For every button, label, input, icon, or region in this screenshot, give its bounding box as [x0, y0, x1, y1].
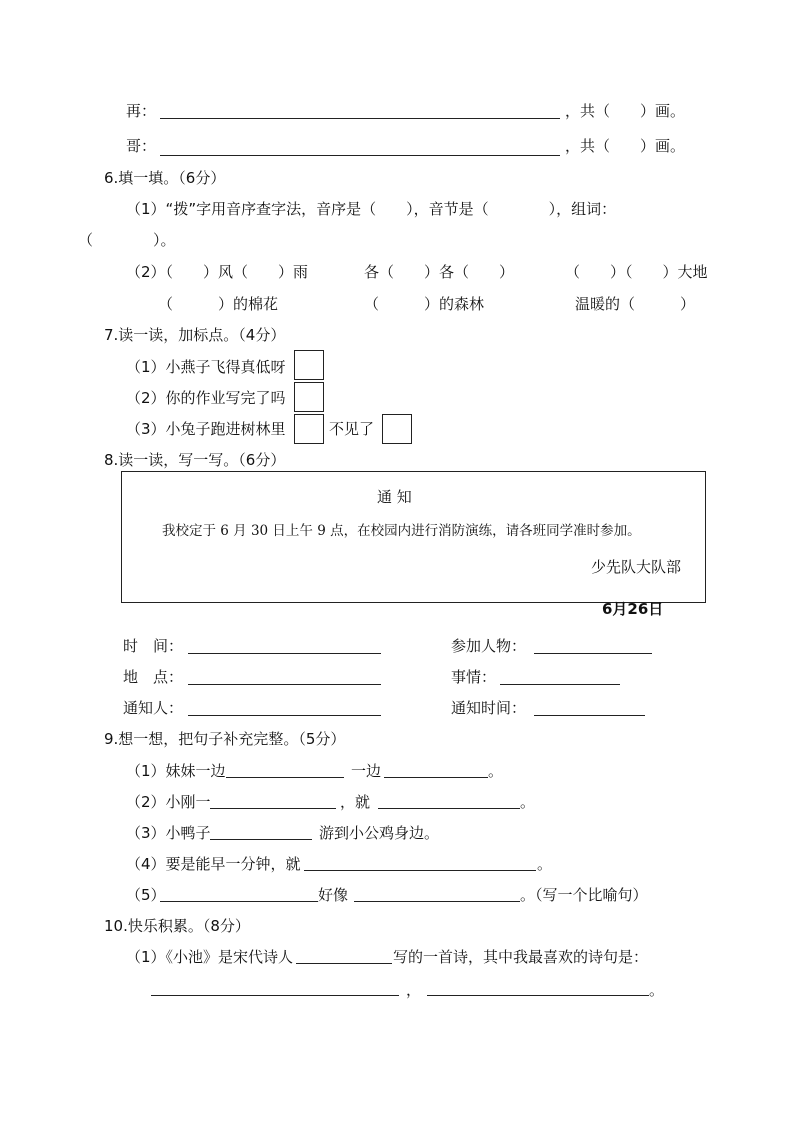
field-label-notice-time: 通知时间：	[451, 699, 527, 717]
q10-l1-b: 写的一首诗，其中我最喜欢的诗句是：	[393, 948, 649, 966]
q6-line2: （ ）。	[78, 231, 176, 249]
q6-title: 6.填一填。（6分）	[104, 169, 226, 187]
stroke-count-zai: ，共（ ）画。	[565, 102, 686, 120]
q9-s1-b: 一边	[351, 762, 382, 780]
q9-s4-b: 。	[537, 855, 553, 873]
stroke-order-blank-zai[interactable]	[160, 118, 560, 119]
q9-s2-a: （2）小刚一	[126, 793, 211, 811]
poet-blank[interactable]	[296, 963, 392, 964]
q7-item-1: （1）小燕子飞得真低呀	[126, 358, 286, 376]
issuer-blank[interactable]	[188, 715, 381, 716]
q6-row2-c: （ ）（ ）大地	[565, 263, 708, 281]
q7-item-2: （2）你的作业写完了吗	[126, 389, 286, 407]
punctuation-box-1[interactable]	[294, 350, 324, 380]
punctuation-box-3b[interactable]	[382, 414, 412, 444]
q7-item-3: （3）小兔子跑进树林里	[126, 420, 286, 438]
q8-title: 8.读一读，写一写。（6分）	[104, 451, 286, 469]
notice-body: 我校定于 6 月 30 日上午 9 点，在校园内进行消防演练，请各班同学准时参加。	[162, 523, 641, 539]
q9-s1-c: 。	[488, 762, 504, 780]
punctuation-box-2[interactable]	[294, 382, 324, 412]
q6-row3-b: （ ）的森林	[364, 295, 485, 313]
notice-date: 6月26日	[602, 600, 664, 618]
field-label-issuer: 通知人：	[123, 699, 184, 717]
q9-s2-c: 。	[520, 793, 536, 811]
q9-title: 9.想一想，把句子补充完整。（5分）	[104, 730, 346, 748]
q9-s2-blank2[interactable]	[378, 808, 520, 809]
time-blank[interactable]	[188, 653, 381, 654]
poem-line-blank-1[interactable]	[151, 995, 399, 996]
poem-line-blank-2[interactable]	[427, 995, 649, 996]
q7-item-3-tail: 不见了	[329, 420, 375, 438]
q10-l1-a: （1）《小池》是宋代诗人	[126, 948, 294, 966]
q9-s5-c: 。（写一个比喻句）	[520, 886, 648, 904]
q9-s5-a: （5）	[126, 886, 166, 904]
q9-s1-blank1[interactable]	[226, 777, 344, 778]
q10-title: 10.快乐积累。（8分）	[104, 917, 250, 935]
q6-row3-a: （ ）的棉花	[158, 295, 279, 313]
q9-s5-blank2[interactable]	[354, 901, 520, 902]
q9-s2-blank1[interactable]	[210, 808, 336, 809]
field-label-time: 时 间：	[123, 637, 184, 655]
q10-l2-period: 。	[649, 981, 665, 999]
punctuation-box-3a[interactable]	[294, 414, 324, 444]
notice-title: 通 知	[377, 488, 412, 506]
matter-blank[interactable]	[500, 684, 620, 685]
stroke-order-blank-ge[interactable]	[160, 155, 560, 156]
q9-s2-b: ，就	[340, 793, 371, 811]
place-blank[interactable]	[188, 684, 381, 685]
q9-s5-blank1[interactable]	[160, 901, 318, 902]
field-label-place: 地 点：	[123, 668, 184, 686]
q9-s4-blank[interactable]	[304, 870, 536, 871]
stroke-char-ge: 哥：	[126, 137, 157, 155]
q9-s5-b: 好像	[318, 886, 349, 904]
q6-row3-c: 温暖的（ ）	[575, 295, 696, 313]
field-label-participants: 参加人物：	[451, 637, 527, 655]
field-label-matter: 事情：	[451, 668, 497, 686]
q9-s1-blank2[interactable]	[384, 777, 488, 778]
q9-s4-a: （4）要是能早一分钟，就	[126, 855, 301, 873]
q6-line1: （1）“拨”字用音序查字法，音序是（ ），音节是（ ），组词：	[126, 200, 617, 218]
notice-time-blank[interactable]	[534, 715, 645, 716]
stroke-char-zai: 再：	[126, 102, 157, 120]
stroke-count-ge: ，共（ ）画。	[565, 137, 686, 155]
q10-l2-comma: ，	[406, 981, 422, 999]
q6-row2-b: 各（ ）各（ ）	[364, 263, 515, 281]
q9-s3-b: 游到小公鸡身边。	[319, 824, 440, 842]
q9-s3-blank[interactable]	[210, 839, 312, 840]
q9-s3-a: （3）小鸭子	[126, 824, 211, 842]
q9-s1-a: （1）妹妹一边	[126, 762, 226, 780]
notice-signer: 少先队大队部	[591, 558, 682, 576]
q7-title: 7.读一读，加标点。（4分）	[104, 326, 286, 344]
q6-row2-a: （2）（ ）风（ ）雨	[126, 263, 309, 281]
participants-blank[interactable]	[534, 653, 652, 654]
